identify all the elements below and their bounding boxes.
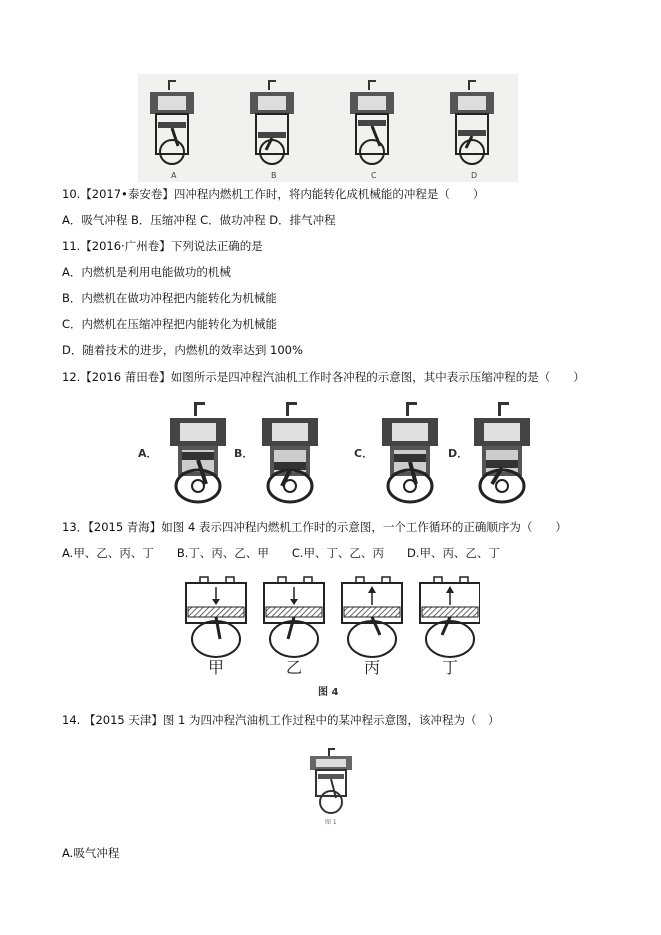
engine-figure-top	[138, 74, 518, 182]
q12-engine-b	[262, 402, 318, 502]
q13-label-jia: 甲	[208, 658, 225, 677]
q13-label-ding: 丁	[442, 658, 459, 677]
fig-top-label-d: D	[471, 171, 478, 180]
fig-top-label-a: A	[171, 171, 177, 180]
q13-label-bing: 丙	[364, 658, 381, 677]
q13-stem: 13．【2015 青海】如图 4 表示四冲程内燃机工作时的示意图，一个工作循环的正确顺序为（ ）	[62, 520, 567, 534]
q12-label-b: B．	[234, 447, 254, 460]
q10-stem: 10.【2017•泰安卷】四冲程内燃机工作时，将内能转化成机械能的冲程是（ ）	[62, 187, 485, 201]
q12-label-a: A．	[138, 447, 158, 460]
q12-engine-d	[474, 402, 530, 502]
q13-engine-jia	[186, 577, 246, 657]
q14-fig-caption: 图 1	[325, 819, 337, 826]
q14-option-a: A.吸气冲程	[62, 846, 120, 860]
q14-stem: 14. 【2015 天津】图 1 为四冲程汽油机工作过程中的某冲程示意图，该冲程为（ ）	[62, 713, 500, 727]
q10-options: A．吸气冲程 B．压缩冲程 C．做功冲程 D．排气冲程	[62, 213, 336, 227]
fig-top-label-c: C	[371, 171, 377, 180]
q11-option-a: A．内燃机是利用电能做功的机械	[62, 265, 231, 279]
q13-fig-caption: 图 4	[318, 687, 339, 698]
q13-engine-bing	[342, 577, 402, 657]
q13-engine-figure	[180, 573, 480, 701]
q12-engine-c	[382, 402, 438, 502]
q12-label-c: C．	[354, 447, 374, 460]
q13-label-yi: 乙	[286, 658, 303, 677]
q12-stem: 12.【2016 莆田卷】如图所示是四冲程汽油机工作时各冲程的示意图，其中表示压缩冲程的是（ ）	[62, 370, 585, 384]
q13-options: A.甲、乙、丙、丁 B.丁、丙、乙、甲 C.甲、丁、乙、丙 D.甲、丙、乙、丁	[62, 546, 501, 560]
q13-engine-yi	[264, 577, 324, 657]
q12-label-d: D．	[448, 447, 469, 460]
q12-engine-a	[170, 402, 226, 502]
fig-top-label-b: B	[271, 171, 277, 180]
q14-engine-figure	[306, 748, 356, 828]
q11-option-b: B．内燃机在做功冲程把内能转化为机械能	[62, 291, 277, 305]
q13-engine-ding	[420, 577, 480, 657]
q12-engine-figure	[138, 400, 558, 505]
q11-option-c: C．内燃机在压缩冲程把内能转化为机械能	[62, 317, 278, 331]
q11-stem: 11.【2016·广州卷】下列说法正确的是	[62, 239, 263, 253]
q11-option-d: D．随着技术的进步，内燃机的效率达到 100%	[62, 343, 303, 357]
